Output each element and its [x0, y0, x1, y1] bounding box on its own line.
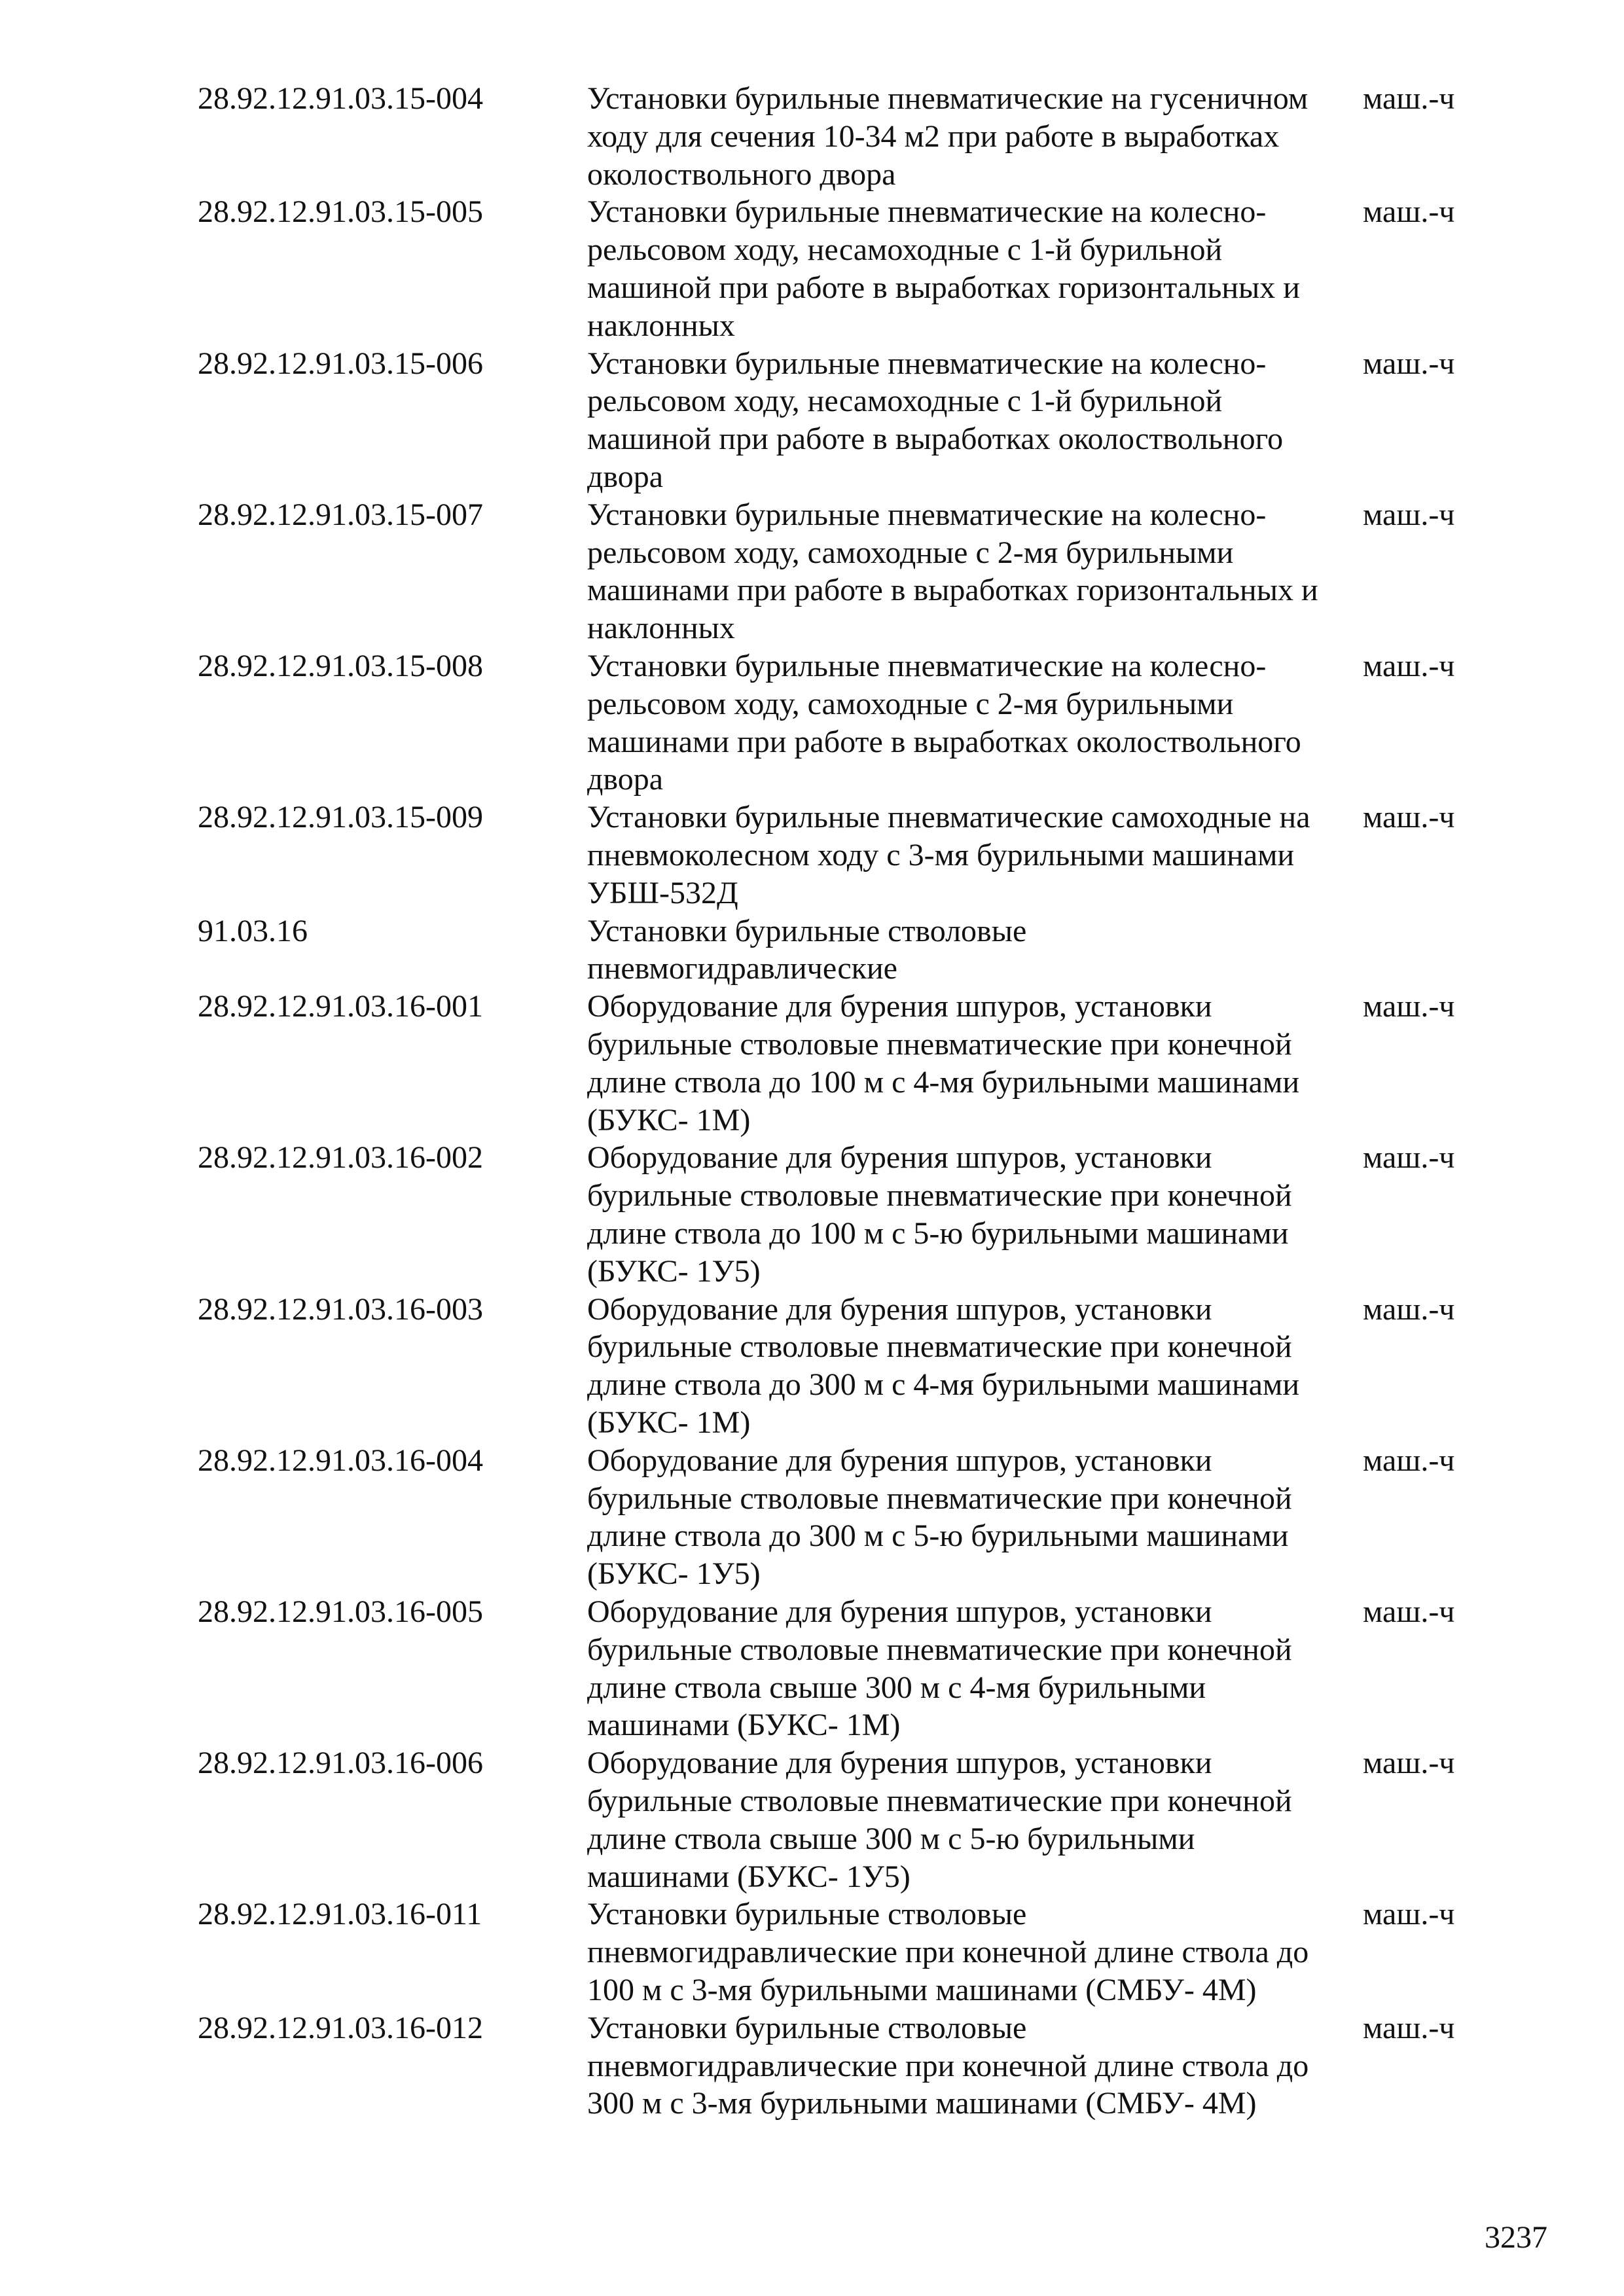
row-unit: маш.-ч: [1363, 194, 1455, 230]
description-line: Оборудование для бурения шпуров, установки: [587, 1291, 1212, 1327]
description-line: ходу для сечения 10-34 м2 при работе в выработках: [587, 118, 1280, 154]
row-unit: маш.-ч: [1363, 800, 1455, 835]
description-line: пневмогидравлические: [587, 951, 897, 986]
description-line: бурильные стволовые пневматические при конечной: [587, 1480, 1292, 1516]
row-code: 28.92.12.91.03.16-011: [198, 1897, 482, 1932]
description-line: (БУКС- 1У5): [587, 1556, 761, 1592]
description-line: бурильные стволовые пневматические при конечной: [587, 1026, 1292, 1062]
description-line: Оборудование для бурения шпуров, установки: [587, 1594, 1212, 1629]
description-line: Установки бурильные пневматические на гусеничном: [587, 81, 1308, 116]
description-line: (БУКС- 1М): [587, 1405, 751, 1440]
description-line: длине ствола до 300 м с 4-мя бурильными машинами: [587, 1367, 1300, 1403]
description-line: рельсовом ходу, несамоходные с 1-й бурильной: [587, 384, 1223, 419]
row-unit: маш.-ч: [1363, 1897, 1455, 1932]
description-line: Оборудование для бурения шпуров, установки: [587, 1140, 1212, 1175]
row-code: 28.92.12.91.03.15-009: [198, 800, 483, 835]
row-description: [587, 1744, 1363, 1895]
description-line: пневмоколесном ходу с 3-мя бурильными машинами: [587, 837, 1295, 872]
row-unit: маш.-ч: [1363, 1291, 1455, 1327]
description-line: (БУКС- 1М): [587, 1102, 751, 1138]
description-line: 100 м с 3-мя бурильными машинами (СМБУ- 4М): [587, 1972, 1257, 2007]
row-description: [587, 798, 1363, 912]
description-line: рельсовом ходу, самоходные с 2-мя бурильными: [587, 535, 1234, 570]
row-code: 28.92.12.91.03.15-006: [198, 346, 483, 381]
row-code: 28.92.12.91.03.15-005: [198, 194, 483, 230]
row-unit: маш.-ч: [1363, 1746, 1455, 1781]
description-line: Оборудование для бурения шпуров, установки: [587, 1443, 1212, 1478]
row-description: [587, 80, 1363, 193]
description-line: Оборудование для бурения шпуров, установки: [587, 1746, 1212, 1781]
description-line: пневмогидравлические при конечной длине ствола до: [587, 2048, 1309, 2083]
row-description: [587, 1593, 1363, 1744]
row-description: [587, 1291, 1363, 1442]
description-line: машинами при работе в выработках околоствольного: [587, 724, 1301, 759]
description-line: длине ствола свыше 300 м с 4-мя бурильными: [587, 1670, 1206, 1705]
row-description: [587, 1895, 1363, 2009]
row-description: [587, 647, 1363, 798]
row-description: [587, 345, 1363, 496]
description-line: двора: [587, 459, 664, 494]
row-code: 28.92.12.91.03.16-006: [198, 1746, 483, 1781]
row-code: 28.92.12.91.03.16-001: [198, 989, 483, 1024]
description-line: Установки бурильные пневматические самоходные на: [587, 800, 1310, 835]
description-line: наклонных: [587, 308, 735, 343]
description-line: Установки бурильные стволовые: [587, 1897, 1027, 1932]
row-code: 28.92.12.91.03.15-004: [198, 81, 483, 116]
row-code: 28.92.12.91.03.16-005: [198, 1594, 483, 1629]
row-description: [587, 912, 1363, 988]
description-line: машинами (БУКС- 1М): [587, 1708, 901, 1743]
description-line: машиной при работе в выработках горизонтальных и: [587, 270, 1300, 305]
description-line: Установки бурильные пневматические на колесно-: [587, 649, 1267, 683]
description-line: машиной при работе в выработках околоствольного: [587, 422, 1284, 457]
row-unit: маш.-ч: [1363, 1140, 1455, 1175]
row-code: 28.92.12.91.03.16-012: [198, 2010, 483, 2045]
description-line: длине ствола свыше 300 м с 5-ю бурильными: [587, 1821, 1195, 1856]
row-unit: маш.-ч: [1363, 2010, 1455, 2045]
description-line: УБШ-532Д: [587, 875, 738, 910]
row-description: [587, 988, 1363, 1139]
row-description: [587, 496, 1363, 647]
description-line: Установки бурильные пневматические на колесно-: [587, 194, 1267, 230]
row-description: [587, 193, 1363, 344]
description-line: длине ствола до 300 м с 5-ю бурильными машинами: [587, 1518, 1289, 1554]
row-code: 28.92.12.91.03.15-007: [198, 497, 483, 532]
description-line: длине ствола до 100 м с 5-ю бурильными машинами: [587, 1215, 1289, 1251]
description-line: рельсовом ходу, самоходные с 2-мя бурильными: [587, 686, 1234, 721]
description-line: бурильные стволовые пневматические при конечной: [587, 1632, 1292, 1667]
description-line: бурильные стволовые пневматические при конечной: [587, 1178, 1292, 1213]
row-code: 28.92.12.91.03.15-008: [198, 649, 483, 683]
row-unit: маш.-ч: [1363, 497, 1455, 532]
row-unit: маш.-ч: [1363, 1594, 1455, 1629]
description-line: бурильные стволовые пневматические при конечной: [587, 1783, 1292, 1818]
row-unit: маш.-ч: [1363, 1443, 1455, 1478]
description-line: 300 м с 3-мя бурильными машинами (СМБУ- 4М): [587, 2086, 1257, 2121]
row-unit: маш.-ч: [1363, 649, 1455, 683]
description-line: длине ствола до 100 м с 4-мя бурильными машинами: [587, 1064, 1300, 1100]
row-unit: маш.-ч: [1363, 989, 1455, 1024]
row-unit: маш.-ч: [1363, 346, 1455, 381]
description-line: околоствольного двора: [587, 156, 896, 192]
description-line: пневмогидравлические при конечной длине ствола до: [587, 1935, 1309, 1970]
row-code: 28.92.12.91.03.16-004: [198, 1443, 483, 1478]
row-description: [587, 2009, 1363, 2123]
description-line: рельсовом ходу, несамоходные с 1-й бурильной: [587, 232, 1223, 268]
description-line: Установки бурильные пневматические на колесно-: [587, 497, 1267, 532]
row-description: [587, 1139, 1363, 1290]
row-code: 91.03.16: [198, 913, 308, 948]
description-line: (БУКС- 1У5): [587, 1253, 761, 1289]
description-line: Установки бурильные стволовые: [587, 2010, 1027, 2045]
description-line: бурильные стволовые пневматические при конечной: [587, 1329, 1292, 1365]
description-line: Установки бурильные стволовые: [587, 913, 1027, 948]
description-line: двора: [587, 762, 664, 797]
row-description: [587, 1442, 1363, 1593]
description-line: Установки бурильные пневматические на колесно-: [587, 346, 1267, 381]
description-line: Оборудование для бурения шпуров, установки: [587, 989, 1212, 1024]
description-line: машинами при работе в выработках горизонтальных и: [587, 573, 1318, 608]
row-code: 28.92.12.91.03.16-003: [198, 1291, 483, 1327]
description-line: машинами (БУКС- 1У5): [587, 1859, 911, 1894]
row-code: 28.92.12.91.03.16-002: [198, 1140, 483, 1175]
row-unit: маш.-ч: [1363, 81, 1455, 116]
description-line: наклонных: [587, 611, 735, 646]
page-number: 3237: [1485, 2220, 1547, 2255]
